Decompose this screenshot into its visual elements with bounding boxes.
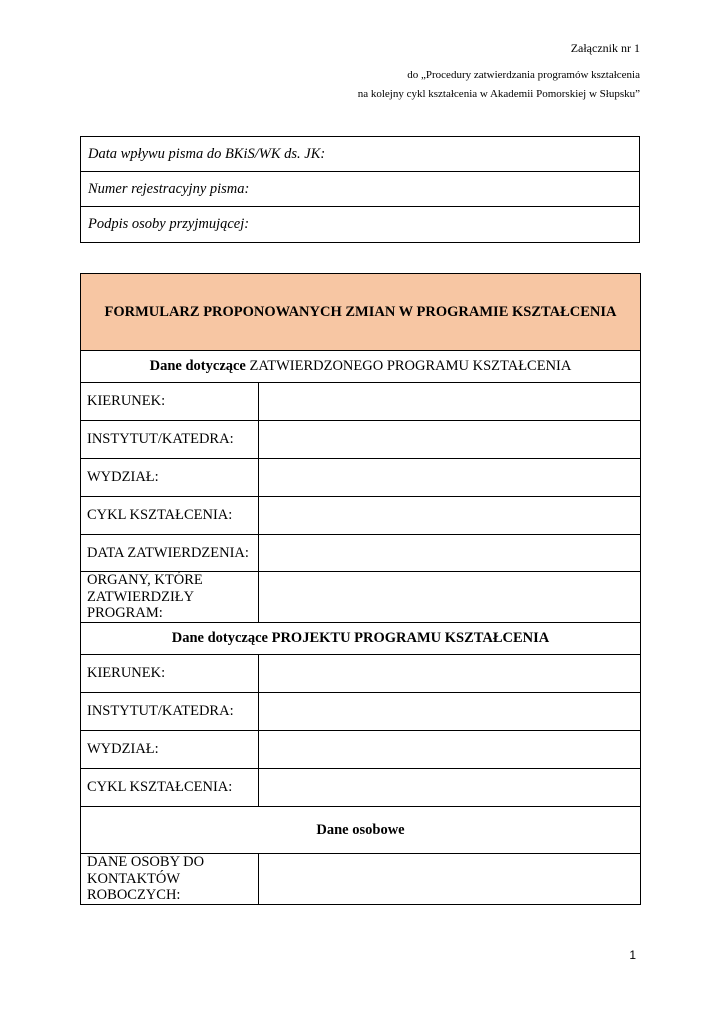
approved-field-value[interactable] [259, 383, 641, 421]
contact-person-value[interactable] [259, 854, 641, 905]
registration-box [80, 136, 640, 243]
receiver-signature-field[interactable]: Podpis osoby przyjmującej: [88, 216, 250, 232]
project-field-label: CYKL KSZTAŁCENIA: [81, 769, 259, 807]
section-prefix: Dane dotyczące [171, 630, 272, 647]
change-proposal-form [80, 273, 641, 905]
approved-field-value[interactable] [259, 535, 641, 572]
registration-number-field[interactable]: Numer rejestracyjny pisma: [81, 172, 639, 207]
personal-data-section-header: Dane osobowe [81, 807, 641, 854]
project-field-value[interactable] [259, 769, 641, 807]
approved-field-label: KIERUNEK: [81, 383, 259, 421]
approved-field-label: ORGANY, KTÓRE ZATWIERDZIŁY PROGRAM: [81, 572, 259, 623]
approved-field-label: INSTYTUT/KATEDRA: [81, 421, 259, 459]
project-field-label: INSTYTUT/KATEDRA: [81, 693, 259, 731]
project-field-value[interactable] [259, 731, 641, 769]
project-program-section-header [81, 623, 641, 655]
project-field-label: KIERUNEK: [81, 655, 259, 693]
procedure-reference-line-2: na kolejny cykl kształcenia w Akademii Pomorskiej w Słupsku” [357, 88, 640, 100]
approved-field-value[interactable] [259, 459, 641, 497]
attachment-number: Załącznik nr 1 [570, 41, 640, 55]
approved-field-value[interactable] [259, 421, 641, 459]
project-field-label: WYDZIAŁ: [81, 731, 259, 769]
project-field-value[interactable] [259, 693, 641, 731]
project-field-value[interactable] [259, 655, 641, 693]
form-title: FORMULARZ PROPONOWANYCH ZMIAN W PROGRAMIE KSZTAŁCENIA [81, 274, 641, 351]
approved-field-label: DATA ZATWIERDZENIA: [81, 535, 259, 572]
section-prefix: Dane dotyczące [149, 358, 250, 375]
contact-person-label: DANE OSOBY DO KONTAKTÓW ROBOCZYCH: [81, 854, 259, 905]
approved-field-value[interactable] [259, 572, 641, 623]
section-emphasis: PROJEKTU PROGRAMU KSZTAŁCENIA [271, 630, 550, 647]
approved-field-label: WYDZIAŁ: [81, 459, 259, 497]
approved-program-section-header [81, 351, 641, 383]
section-emphasis: ZATWIERDZONEGO PROGRAMU KSZTAŁCENIA [249, 358, 572, 375]
procedure-reference-line-1: do „Procedury zatwierdzania programów kształcenia [407, 69, 640, 81]
page-number: 1 [629, 948, 636, 962]
approved-field-value[interactable] [259, 497, 641, 535]
received-date-field[interactable]: Data wpływu pisma do BKiS/WK ds. JK: [81, 137, 639, 172]
approved-field-label: CYKL KSZTAŁCENIA: [81, 497, 259, 535]
